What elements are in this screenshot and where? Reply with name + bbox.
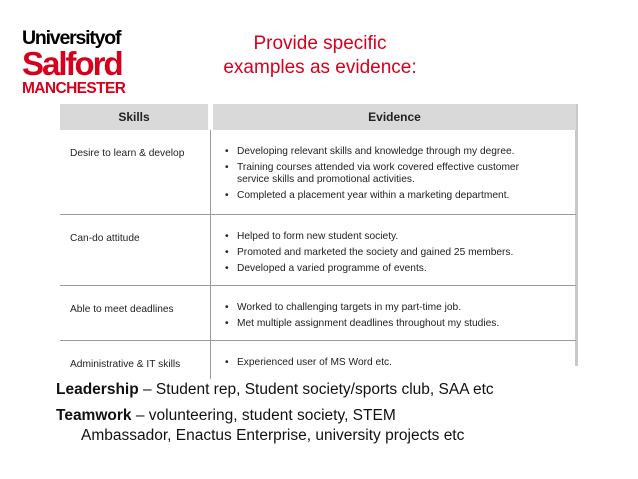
skills-evidence-table <box>60 104 576 379</box>
evidence-cell <box>211 214 577 285</box>
evidence-cell <box>211 130 577 214</box>
evidence-item: • Training courses attended via work covered effective customer service skills and promotional activities. <box>225 162 519 185</box>
leadership-term: Leadership <box>56 381 139 398</box>
university-logo <box>22 28 134 98</box>
table-row <box>60 285 576 340</box>
table-row <box>60 214 576 285</box>
skill-cell: Can-do attitude <box>60 214 211 285</box>
evidence-item: • Promoted and marketed the society and gained 25 members. <box>225 246 514 258</box>
skill-cell: Administrative & IT skills <box>70 358 181 370</box>
leadership-text: – Student rep, Student society/sports club, SAA etc <box>138 381 494 398</box>
slide-title <box>190 32 450 80</box>
evidence-item: • Developing relevant skills and knowledge through my degree. <box>225 146 515 157</box>
teamwork-line-2: Ambassador, Enactus Enterprise, university projects etc <box>81 427 465 444</box>
title-line-2: examples as evidence: <box>223 57 417 78</box>
logo-manchester: MANCHESTER <box>22 80 126 97</box>
teamwork-line <box>56 406 396 426</box>
title-line-1: Provide specific <box>253 33 387 54</box>
evidence-item: • Worked to challenging targets in my part-time job. <box>225 301 462 313</box>
evidence-item: • Experienced user of MS Word etc. <box>225 356 392 368</box>
header-skills: Skills <box>60 104 211 130</box>
evidence-item: • Met multiple assignment deadlines throughout my studies. <box>225 317 500 329</box>
evidence-item: • Completed a placement year within a marketing department. <box>225 190 510 201</box>
evidence-cell <box>211 285 577 340</box>
table-row <box>60 340 576 379</box>
teamwork-term: Teamwork <box>56 407 132 424</box>
skills-evidence-table-image <box>60 104 578 373</box>
evidence-item: • Helped to form new student society. <box>225 230 399 242</box>
skill-cell: Able to meet deadlines <box>60 285 211 340</box>
teamwork-text: – volunteering, student society, STEM <box>131 407 396 424</box>
logo-university-of: Universityof <box>22 27 121 49</box>
evidence-item: • Developed a varied programme of events. <box>225 262 427 274</box>
leadership-line <box>56 380 494 400</box>
evidence-cell <box>211 340 577 379</box>
header-evidence: Evidence <box>211 104 577 130</box>
table-row <box>60 130 576 214</box>
logo-salford: Salford <box>22 45 122 82</box>
skill-cell: Desire to learn & develop <box>60 130 211 214</box>
